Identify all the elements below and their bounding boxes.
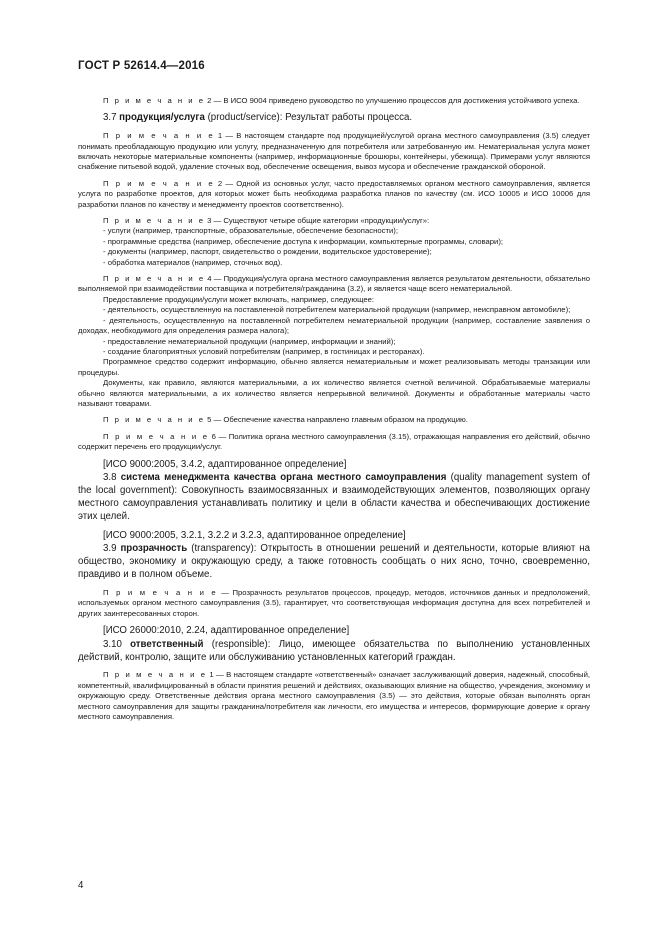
note-list-item: - деятельность, осуществленную на поставленной потребителем нематериальной продукции (например, составление заявления о доходах, необходимого для определения размера налога); [78, 315, 590, 336]
term-text: (transparency): Открытость в отношении решений и деятельности, которые влияют на общество, экономику и окружающую среду, а также готовность сообщать о них ясно, точно, своевременно, правдиво и в полном объеме. [78, 543, 590, 580]
note-text: — В настоящем стандарте «ответственный» означает заслуживающий доверия, надежный, способный, компетентный, квалифицированный в области принятия решений и действиях, оказывающих влияние на общество, учреждения, экономику и окружающую среду. Ответственные действия органа местного самоуправления (3.5) — это действия, которые обязан выполнять орган местного самоуправления для защиты гражданина/потребителя как личности, его имущества и интересов, формирующие доверие к органу местного самоуправления. [78, 670, 590, 721]
note-block [78, 179, 590, 210]
term-text: (quality management system of the local government): Совокупность взаимосвязанных и взаимодействующих элементов, позволяющих органу местного самоуправления устанавливать политику и цели в области качества и обеспечивающих достижение этих целей. [78, 472, 590, 522]
note-text: — Одной из основных услуг, часто предоставляемых органом местного самоуправления, является услуга по разработке проектов, для которых может быть необходима разработка планов по качеству (см. ИСО 10005 и ИСО 10006 для разработки планов по качеству и менеджменту проектов соответственно). [78, 178, 590, 209]
note-text: — В ИСО 9004 приведено руководство по улучшению процессов для достижения устойчивого успеха. [211, 96, 580, 105]
note-paragraph [78, 96, 590, 106]
note-paragraph [78, 415, 590, 425]
note-paragraph [78, 131, 590, 173]
note-label: П р и м е ч а н и е [103, 431, 210, 441]
term-number: 3.8 [103, 472, 117, 484]
term-number: 3.10 [103, 638, 122, 650]
note-number: 2 [217, 178, 223, 188]
note-text: — Политика органа местного самоуправления (3.15), отражающая направления его действий, обычно содержит перечень его продукции/услуг. [78, 431, 590, 452]
term-definition [78, 543, 590, 581]
note-number: 1 [209, 670, 214, 680]
note-paragraph [78, 588, 590, 619]
note-number: 3 [207, 216, 212, 226]
note-paragraph [78, 432, 590, 453]
page-content [78, 96, 590, 728]
note-list-item: - документы (например, паспорт, свидетельство о рождении, водительское удостоверение); [103, 247, 432, 257]
note-block [78, 670, 590, 722]
note-block [78, 588, 590, 619]
term-text: (product/service): Результат работы процесса. [207, 112, 413, 124]
note-label: П р и м е ч а н и е [103, 178, 215, 188]
note-label: П р и м е ч а н и е [103, 274, 206, 284]
note-paragraph [78, 274, 590, 295]
note-label: П р и м е ч а н и е [103, 216, 205, 226]
note-number: 5 [207, 415, 212, 425]
note-label: П р и м е ч а н и е [103, 96, 205, 105]
note-paragraph [78, 670, 590, 722]
note-list-item: - предоставление нематериальной продукции (например, информации и знаний); [103, 336, 396, 346]
note-list-item: Программное средство содержит информацию, обычно является нематериальным и может реализовывать методы транзакции или процедуры. [78, 357, 590, 377]
note-paragraph [78, 179, 590, 210]
note-paragraph [78, 216, 590, 226]
term-definition [78, 112, 590, 125]
note-block [78, 415, 590, 425]
note-label: П р и м е ч а н и е [103, 587, 218, 597]
note-block [78, 432, 590, 453]
note-text: — Существуют четыре общие категории «продукции/услуг»: [211, 216, 430, 226]
note-number: 4 [207, 274, 212, 284]
term-name: прозрачность [120, 543, 188, 555]
term-name: ответственный [130, 638, 204, 650]
note-label: П р и м е ч а н и е [103, 131, 215, 141]
note-list-item: - услуги (например, транспортные, образовательные, обеспечение безопасности); [103, 226, 398, 236]
term-name: продукция/услуга [119, 112, 205, 124]
note-number: 1 [217, 131, 223, 141]
note-block [78, 274, 590, 409]
note-list-item: Предоставление продукции/услуги может включать, например, следующее: [103, 294, 375, 304]
source-reference: [ИСО 26000:2010, 2.24, адаптированное определение] [103, 624, 350, 636]
note-list-item: - создание благоприятных условий потребителям (например, в гостиницах и ресторанах). [103, 346, 425, 356]
note-text: — В настоящем стандарте под продукцией/услугой органа местного самоуправления (3.5) следует понимать преобладающую продукцию или услугу, предназначенную для потребителя или затребованную им. Нематериальная услуга может включать некоторые материальные компоненты (например, информационные брошюры, контейнеры, убежища). Примерами услуг являются снабжение питьевой водой, удаление сточных вод, обеспечение освещения, вывоз мусора и обеспечение гражданской обороной. [78, 131, 591, 172]
note-block [78, 131, 590, 173]
note-list-item: - обработка материалов (например, сточных вод). [103, 257, 283, 267]
source-reference: [ИСО 9000:2005, 3.2.1, 3.2.2 и 3.2.3, адаптированное определение] [103, 529, 406, 541]
term-name: система менеджмента качества органа местного самоуправления [120, 472, 447, 484]
source-reference: [ИСО 9000:2005, 3.4.2, адаптированное определение] [103, 458, 347, 470]
note-number: 6 [211, 431, 216, 441]
note-text: — Прозрачность результатов процессов, процедур, методов, источников данных и предположений, используемых органом местного самоуправления (3.5), гарантирует, что соответствующая информация доступна для всех потребителей и других заинтересованных сторон. [78, 587, 590, 618]
term-text: (responsible): Лицо, имеющее обязательства по выполнению установленных действий, контролю, защите или обслуживанию установленных категорий граждан. [78, 638, 590, 663]
page-number: 4 [78, 880, 84, 891]
standard-header: ГОСТ Р 52614.4—2016 [78, 60, 205, 72]
note-text: — Обеспечение качества направлено главным образом на продукцию. [211, 415, 468, 425]
note-text: — Продукция/услуга органа местного самоуправления является результатом деятельности, обязательно выполняемой при взаимодействии поставщика и потребителя/гражданина (3.2), и является чаще всего нематериальной. [78, 274, 590, 294]
note-list-item: Документы, как правило, являются материальными, а их количество является счетной величиной. Обрабатываемые материалы обычно являются материальными, а их количество является непрерывной величиной. Документы и обработанные материалы часто называют товарами. [78, 378, 590, 408]
note-label: П р и м е ч а н и е [103, 670, 208, 680]
note-list-item: - деятельность, осуществленную на поставленной потребителем материальной продукции (например, неисправном автомобиле); [103, 305, 571, 315]
note-label: П р и м е ч а н и е [103, 415, 205, 425]
note-block [78, 96, 590, 106]
note-block [78, 216, 590, 268]
term-number: 3.9 [103, 543, 117, 555]
term-definition [78, 472, 590, 523]
note-list-item: - программные средства (например, обеспечение доступа к информации, компьютерные программы, словари); [103, 236, 504, 246]
term-number: 3.7 [103, 112, 117, 124]
term-definition [78, 639, 590, 665]
note-number: 2 [207, 96, 212, 105]
